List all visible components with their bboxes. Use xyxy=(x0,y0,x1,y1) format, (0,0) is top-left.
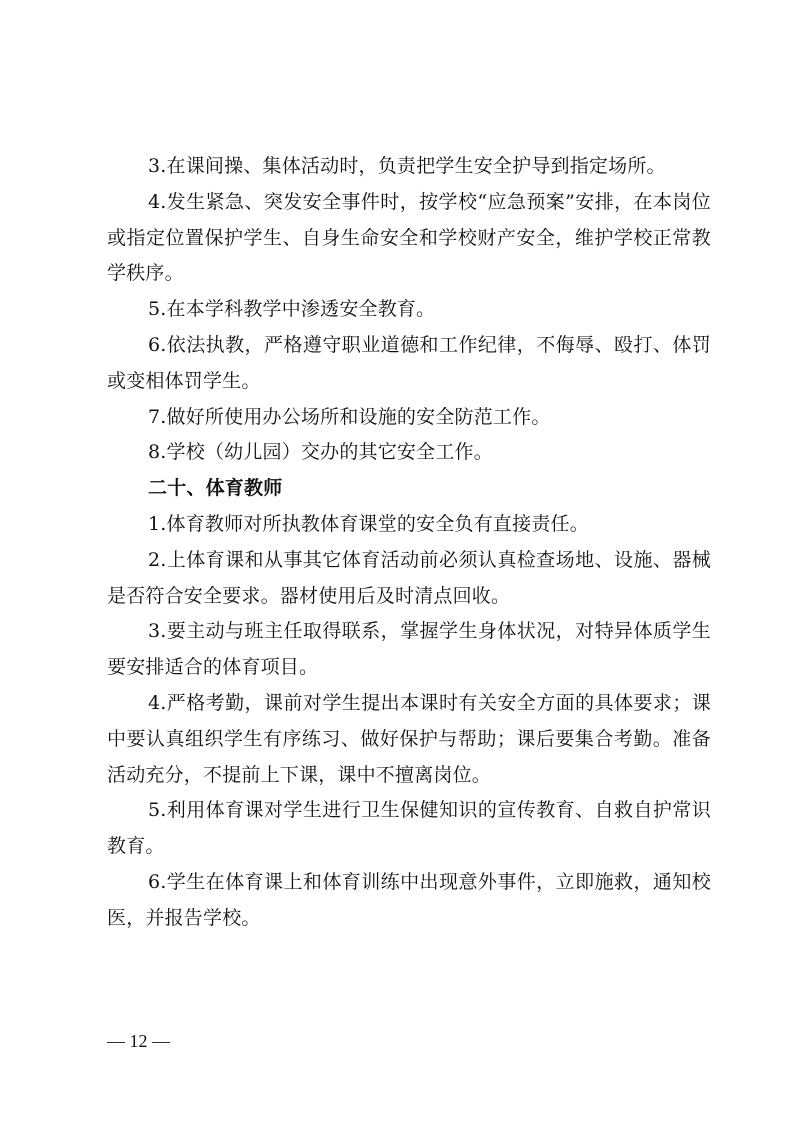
pe-item-6: 6.学生在体育课上和体育训练中出现意外事件，立即施救，通知校医，并报告学校。 xyxy=(107,870,711,929)
pe-item-3: 3.要主动与班主任取得联系，掌握学生身体状况，对特异体质学生要安排适合的体育项目。 xyxy=(107,620,711,679)
paragraph-item-8: 8.学校（幼儿园）交办的其它安全工作。 xyxy=(148,441,493,464)
paragraph-item-7: 7.做好所使用办公场所和设施的安全防范工作。 xyxy=(148,405,551,428)
pe-item-4: 4.严格考勤，课前对学生提出本课时有关安全方面的具体要求；课中要认真组织学生有序练习、做好保护与帮助；课后要集合考勤。准备活动充分，不提前上下课，课中不擅离岗位。 xyxy=(107,691,711,786)
section-heading: 二十、体育教师 xyxy=(148,477,283,500)
paragraph-item-3: 3.在课间操、集体活动时，负责把学生安全护导到指定场所。 xyxy=(148,155,666,177)
pe-item-1: 1.体育教师对所执教体育课堂的安全负有直接责任。 xyxy=(148,512,589,535)
page-number: — 12 — xyxy=(107,1031,170,1051)
pe-item-5: 5.利用体育课对学生进行卫生保健知识的宣传教育、自救自护常识教育。 xyxy=(107,799,711,858)
paragraph-item-4: 4.发生紧急、突发安全事件时，按学校“应急预案”安排，在本岗位或指定位置保护学生、自身生命安全和学校财产安全，维护学校正常教学秩序。 xyxy=(107,190,711,285)
paragraph-item-6: 6.依法执教，严格遵守职业道德和工作纪律，不侮辱、殴打、体罚或变相体罚学生。 xyxy=(107,333,711,392)
document-body xyxy=(107,149,711,937)
pe-item-2: 2.上体育课和从事其它体育活动前必须认真检查场地、设施、器械是否符合安全要求。器材使用后及时清点回收。 xyxy=(107,548,711,607)
paragraph-item-5: 5.在本学科教学中渗透安全教育。 xyxy=(148,298,436,321)
